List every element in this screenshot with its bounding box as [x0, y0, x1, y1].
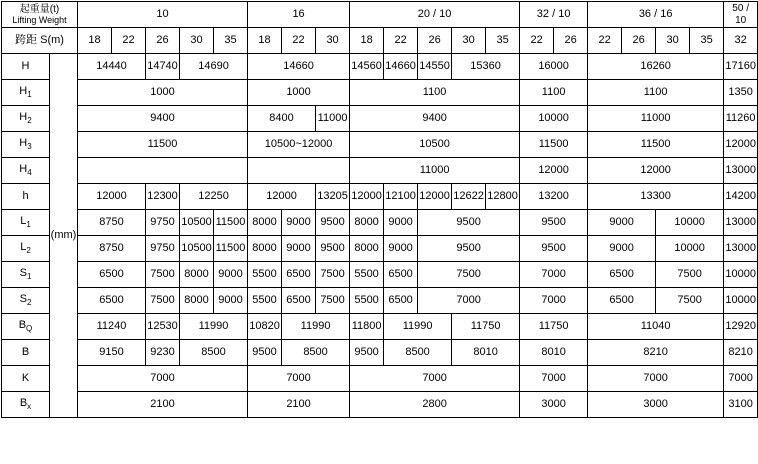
data-cell: 8010 — [452, 340, 520, 366]
data-cell: 9000 — [214, 288, 248, 314]
row-label: $B_x$ — [2, 392, 50, 418]
data-cell: 9000 — [588, 210, 656, 236]
table-row — [2, 106, 758, 132]
data-cell: 8210 — [588, 340, 724, 366]
table-row — [2, 184, 758, 210]
span-header-cell: 22 — [112, 28, 146, 54]
data-cell: 11750 — [452, 314, 520, 340]
data-cell: 9500 — [316, 210, 350, 236]
data-cell: 12000 — [248, 184, 316, 210]
data-cell: 8750 — [78, 210, 146, 236]
span-label: 跨距 S(m) — [2, 28, 78, 54]
data-cell: 7000 — [724, 366, 758, 392]
data-cell: 9000 — [282, 236, 316, 262]
data-cell: 12000 — [350, 184, 384, 210]
data-cell: 12800 — [486, 184, 520, 210]
row-label: $S_1$ — [2, 262, 50, 288]
data-cell: 14560 — [350, 54, 384, 80]
data-cell: 8000 — [180, 288, 214, 314]
data-cell: 7000 — [520, 262, 588, 288]
data-cell: 7000 — [520, 366, 588, 392]
data-cell: 6500 — [588, 262, 656, 288]
data-cell: 10500~12000 — [248, 132, 350, 158]
data-cell: 5500 — [248, 288, 282, 314]
data-cell: 8000 — [248, 236, 282, 262]
data-cell: 7000 — [350, 366, 520, 392]
data-cell: 15360 — [452, 54, 520, 80]
data-cell: 13000 — [724, 158, 758, 184]
data-cell: 10000 — [724, 288, 758, 314]
data-cell: 14690 — [180, 54, 248, 80]
data-cell: 10820 — [248, 314, 282, 340]
data-cell: 12000 — [78, 184, 146, 210]
span-header-cell: 30 — [452, 28, 486, 54]
data-cell: 11990 — [384, 314, 452, 340]
data-cell: 8210 — [724, 340, 758, 366]
span-header-cell: 22 — [520, 28, 554, 54]
data-cell: 9750 — [146, 236, 180, 262]
data-cell: 7000 — [418, 288, 520, 314]
unit-label: (mm) — [50, 54, 78, 418]
data-cell: 9500 — [418, 210, 520, 236]
data-cell: 12250 — [180, 184, 248, 210]
data-cell: 8010 — [520, 340, 588, 366]
data-cell: 7000 — [78, 366, 248, 392]
data-cell: 7500 — [656, 262, 724, 288]
data-cell: 5500 — [350, 288, 384, 314]
data-cell: 7500 — [146, 288, 180, 314]
data-cell: 9150 — [78, 340, 146, 366]
data-cell: 8500 — [384, 340, 452, 366]
data-cell: 2800 — [350, 392, 520, 418]
data-cell: 12100 — [384, 184, 418, 210]
capacity-header-cell: 16 — [248, 2, 350, 28]
data-cell: 16000 — [520, 54, 588, 80]
data-cell: 6500 — [78, 262, 146, 288]
capacity-header-cell: 32 / 10 — [520, 2, 588, 28]
data-cell: 6500 — [384, 288, 418, 314]
data-cell: 17160 — [724, 54, 758, 80]
data-cell: 11750 — [520, 314, 588, 340]
span-header-cell: 26 — [554, 28, 588, 54]
data-cell: 2100 — [78, 392, 248, 418]
table-row — [2, 80, 758, 106]
table-row — [2, 366, 758, 392]
data-cell: 7500 — [418, 262, 520, 288]
data-cell: 12000 — [418, 184, 452, 210]
data-cell: 14440 — [78, 54, 146, 80]
data-cell: 8500 — [180, 340, 248, 366]
row-label: B — [2, 340, 50, 366]
span-header-cell: 35 — [690, 28, 724, 54]
data-cell: 10000 — [656, 236, 724, 262]
data-cell: 2100 — [248, 392, 350, 418]
data-cell: 11040 — [588, 314, 724, 340]
data-cell: 12000 — [588, 158, 724, 184]
data-cell: 14740 — [146, 54, 180, 80]
data-cell: 10000 — [520, 106, 588, 132]
data-cell: 11240 — [78, 314, 146, 340]
data-cell: 11990 — [180, 314, 248, 340]
data-cell: 12920 — [724, 314, 758, 340]
span-header-cell: 22 — [588, 28, 622, 54]
data-cell: 9230 — [146, 340, 180, 366]
data-cell: 7000 — [588, 366, 724, 392]
data-cell: 9500 — [418, 236, 520, 262]
data-cell: 11500 — [214, 236, 248, 262]
data-cell: 11000 — [350, 158, 520, 184]
data-cell: 6500 — [282, 288, 316, 314]
row-label: $H_1$ — [2, 80, 50, 106]
data-cell: 8000 — [350, 236, 384, 262]
data-cell: 9500 — [520, 210, 588, 236]
data-cell: 5500 — [350, 262, 384, 288]
span-header-cell: 26 — [418, 28, 452, 54]
data-cell: 8000 — [180, 262, 214, 288]
data-cell: 1100 — [588, 80, 724, 106]
lifting-weight-label: 起重量(t) Lifting Weight — [2, 2, 78, 28]
data-cell: 9750 — [146, 210, 180, 236]
data-cell: 1000 — [248, 80, 350, 106]
data-cell — [78, 158, 248, 184]
span-header-cell: 35 — [486, 28, 520, 54]
data-cell: 10000 — [656, 210, 724, 236]
data-cell: 11800 — [350, 314, 384, 340]
row-label: $H_4$ — [2, 158, 50, 184]
data-cell: 6500 — [384, 262, 418, 288]
data-cell: 1000 — [78, 80, 248, 106]
span-header-cell: 22 — [282, 28, 316, 54]
row-label: K — [2, 366, 50, 392]
table-row — [2, 262, 758, 288]
row-label: $H_3$ — [2, 132, 50, 158]
data-cell: 12622 — [452, 184, 486, 210]
data-cell: 6500 — [588, 288, 656, 314]
data-cell: 7500 — [316, 288, 350, 314]
data-cell: 16260 — [588, 54, 724, 80]
data-cell: 9000 — [588, 236, 656, 262]
data-cell: 10500 — [350, 132, 520, 158]
span-header-cell: 18 — [350, 28, 384, 54]
data-cell: 3100 — [724, 392, 758, 418]
data-cell: 8000 — [350, 210, 384, 236]
data-cell: 11260 — [724, 106, 758, 132]
span-header-cell: 30 — [180, 28, 214, 54]
capacity-header-cell: 20 / 10 — [350, 2, 520, 28]
data-cell: 12300 — [146, 184, 180, 210]
data-cell: 11500 — [78, 132, 248, 158]
data-cell: 8750 — [78, 236, 146, 262]
data-cell: 9000 — [282, 210, 316, 236]
capacity-header-cell: 36 / 16 — [588, 2, 724, 28]
span-header-cell: 32 — [724, 28, 758, 54]
data-cell: 1100 — [350, 80, 520, 106]
header-row-capacity — [2, 2, 758, 28]
data-cell: 7500 — [656, 288, 724, 314]
span-header-cell: 26 — [146, 28, 180, 54]
data-cell: 1350 — [724, 80, 758, 106]
data-cell: 3000 — [588, 392, 724, 418]
data-cell: 13000 — [724, 210, 758, 236]
data-cell: 14550 — [418, 54, 452, 80]
data-cell: 8400 — [248, 106, 316, 132]
data-cell: 9000 — [214, 262, 248, 288]
data-cell: 14660 — [384, 54, 418, 80]
data-cell: 14200 — [724, 184, 758, 210]
data-cell: 14660 — [248, 54, 350, 80]
data-cell: 1100 — [520, 80, 588, 106]
table-row — [2, 340, 758, 366]
span-header-cell: 30 — [656, 28, 690, 54]
data-cell: 9500 — [350, 340, 384, 366]
data-cell: 11000 — [316, 106, 350, 132]
data-cell: 10500 — [180, 236, 214, 262]
data-cell: 9500 — [316, 236, 350, 262]
table-row — [2, 132, 758, 158]
row-label: $S_2$ — [2, 288, 50, 314]
data-cell: 12000 — [724, 132, 758, 158]
data-cell: 3000 — [520, 392, 588, 418]
data-cell: 9500 — [248, 340, 282, 366]
row-label: h — [2, 184, 50, 210]
data-cell: 10000 — [724, 262, 758, 288]
data-cell: 13300 — [588, 184, 724, 210]
data-cell: 11500 — [214, 210, 248, 236]
data-cell: 9500 — [520, 236, 588, 262]
row-label: $B_Q$ — [2, 314, 50, 340]
data-cell — [248, 158, 350, 184]
data-cell: 9400 — [78, 106, 248, 132]
span-header-cell: 30 — [316, 28, 350, 54]
row-label: $L_2$ — [2, 236, 50, 262]
row-label: H — [2, 54, 50, 80]
row-label: $H_2$ — [2, 106, 50, 132]
data-cell: 10500 — [180, 210, 214, 236]
data-cell: 11500 — [588, 132, 724, 158]
span-header-cell: 26 — [622, 28, 656, 54]
table-row — [2, 392, 758, 418]
data-cell: 5500 — [248, 262, 282, 288]
data-cell: 11000 — [588, 106, 724, 132]
span-header-cell: 18 — [248, 28, 282, 54]
data-cell: 13205 — [316, 184, 350, 210]
data-cell: 8000 — [248, 210, 282, 236]
row-label: $L_1$ — [2, 210, 50, 236]
span-header-cell: 35 — [214, 28, 248, 54]
data-cell: 13200 — [520, 184, 588, 210]
data-cell: 12000 — [520, 158, 588, 184]
data-cell: 12530 — [146, 314, 180, 340]
data-cell: 13000 — [724, 236, 758, 262]
span-header-cell: 22 — [384, 28, 418, 54]
capacity-header-cell: 50 / 10 — [724, 2, 758, 28]
data-cell: 9000 — [384, 210, 418, 236]
data-cell: 6500 — [78, 288, 146, 314]
table-row — [2, 210, 758, 236]
data-cell: 7000 — [520, 288, 588, 314]
data-cell: 7000 — [248, 366, 350, 392]
data-cell: 7500 — [316, 262, 350, 288]
table-row — [2, 158, 758, 184]
data-cell: 8500 — [282, 340, 350, 366]
span-header-cell: 18 — [78, 28, 112, 54]
header-row-span — [2, 28, 758, 54]
capacity-header-cell: 10 — [78, 2, 248, 28]
data-cell: 11990 — [282, 314, 350, 340]
data-cell: 11500 — [520, 132, 588, 158]
data-cell: 6500 — [282, 262, 316, 288]
table-row — [2, 54, 758, 80]
table-row — [2, 288, 758, 314]
data-cell: 9000 — [384, 236, 418, 262]
table-row — [2, 236, 758, 262]
table-row — [2, 314, 758, 340]
specification-table — [1, 1, 758, 418]
data-cell: 7500 — [146, 262, 180, 288]
data-cell: 9400 — [350, 106, 520, 132]
